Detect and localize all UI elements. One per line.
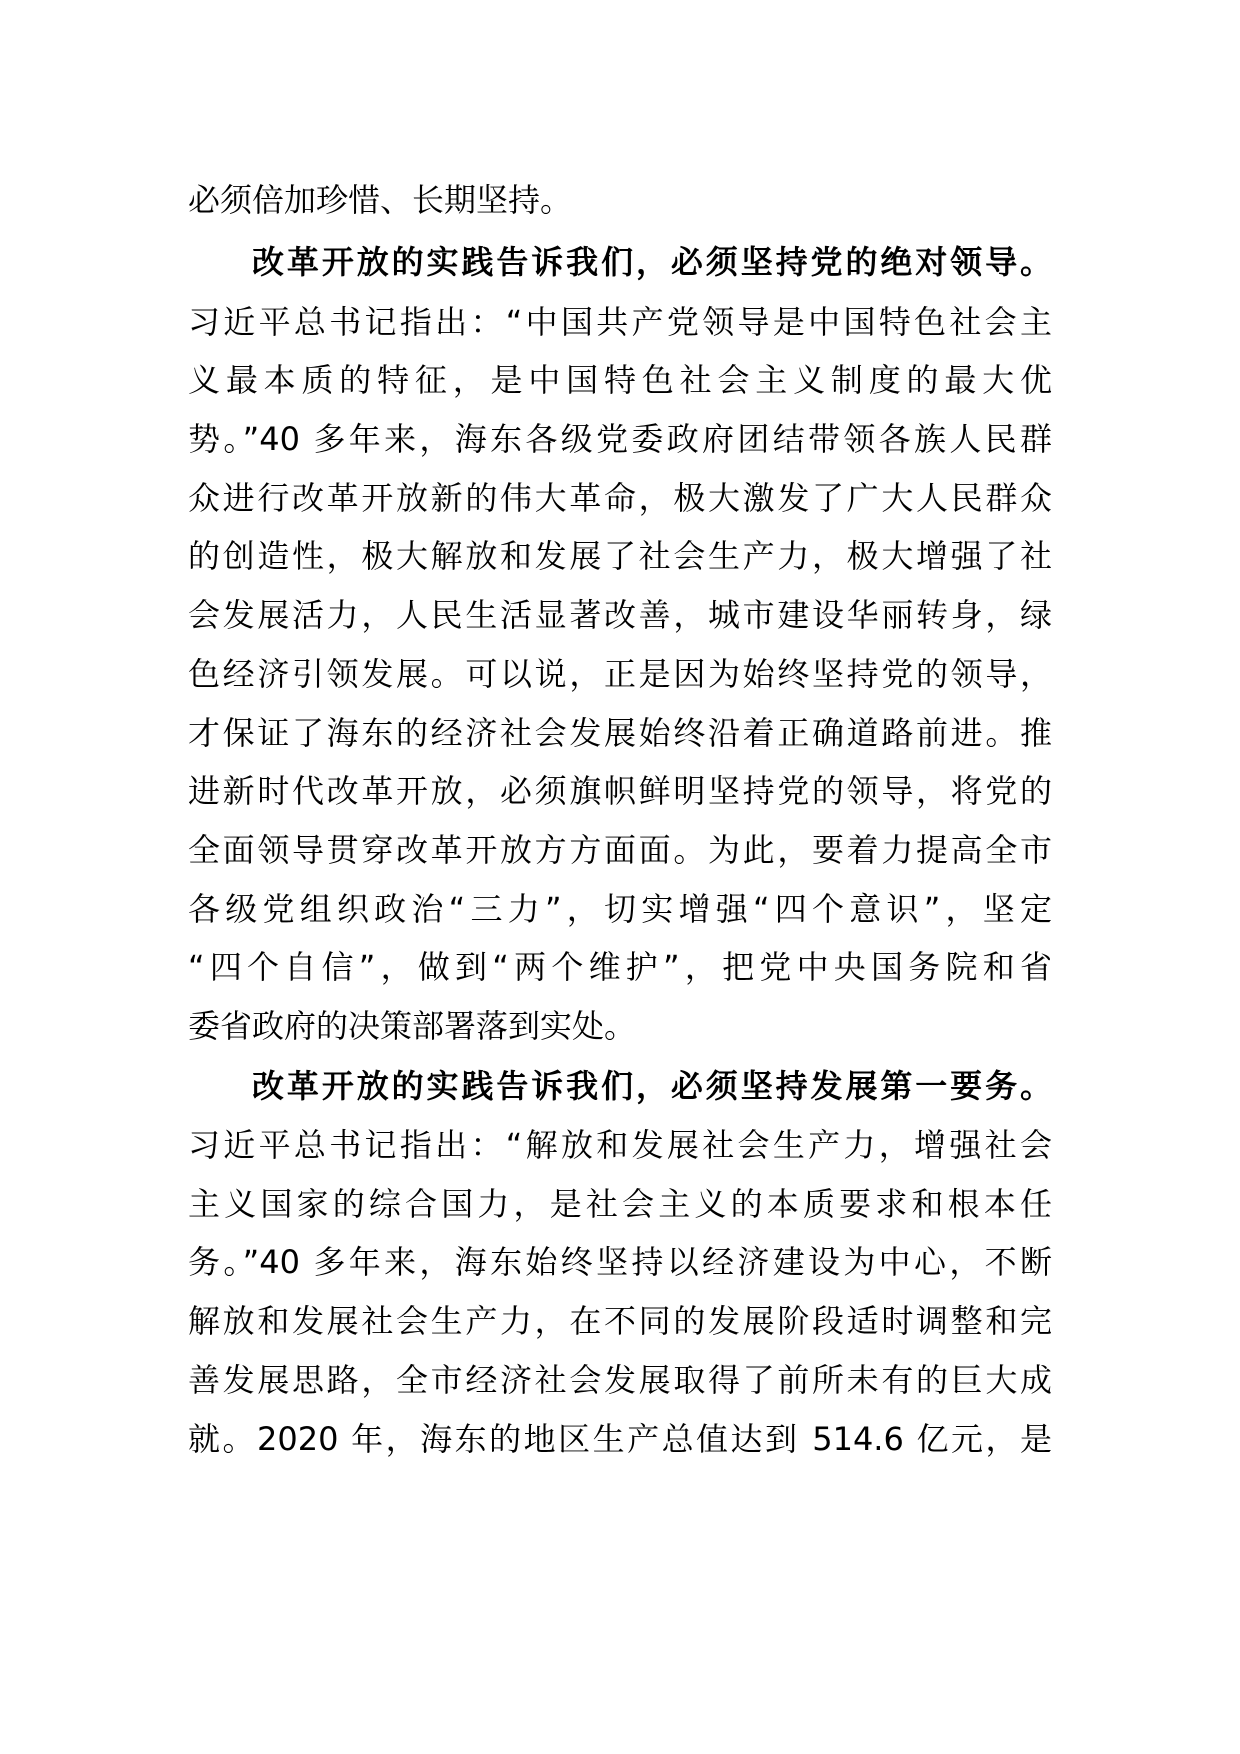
text-line: “四个自信”，做到“两个维护”，把党中央国务院和省 [188, 948, 1052, 986]
text-line: 会发展活力，人民生活显著改善，城市建设华丽转身，绿 [188, 596, 1052, 634]
text-line: 主义国家的综合国力，是社会主义的本质要求和根本任 [188, 1185, 1052, 1223]
heading-line: 改革开放的实践告诉我们，必须坚持发展第一要务。 [252, 1067, 1052, 1105]
text-line: 善发展思路，全市经济社会发展取得了前所未有的巨大成 [188, 1361, 1052, 1399]
text-line: 习近平总书记指出：“解放和发展社会生产力，增强社会 [188, 1126, 1052, 1164]
text-line: 全面领导贯穿改革开放方方面面。为此，要着力提高全市 [188, 831, 1052, 869]
text-line: 众进行改革开放新的伟大革命，极大激发了广大人民群众 [188, 479, 1052, 517]
text-line: 色经济引领发展。可以说，正是因为始终坚持党的领导， [188, 655, 1052, 693]
text-line: 解放和发展社会生产力，在不同的发展阶段适时调整和完 [188, 1302, 1052, 1340]
text-line: 必须倍加珍惜、长期坚持。 [188, 181, 573, 219]
text-line: 就。2020 年，海东的地区生产总值达到 514.6 亿元，是 [188, 1420, 1052, 1458]
heading-line: 改革开放的实践告诉我们，必须坚持党的绝对领导。 [252, 243, 1052, 281]
text-line: 的创造性，极大解放和发展了社会生产力，极大增强了社 [188, 537, 1052, 575]
text-line: 各级党组织政治“三力”，切实增强“四个意识”，坚定 [188, 890, 1052, 928]
text-line: 义最本质的特征，是中国特色社会主义制度的最大优 [188, 361, 1052, 399]
text-line: 务。”40 多年来，海东始终坚持以经济建设为中心，不断 [188, 1243, 1052, 1281]
text-line: 进新时代改革开放，必须旗帜鲜明坚持党的领导，将党的 [188, 772, 1052, 810]
text-line: 势。”40 多年来，海东各级党委政府团结带领各族人民群 [188, 420, 1052, 458]
text-line: 才保证了海东的经济社会发展始终沿着正确道路前进。推 [188, 714, 1052, 752]
text-line: 委省政府的决策部署落到实处。 [188, 1007, 637, 1045]
text-line: 习近平总书记指出：“中国共产党领导是中国特色社会主 [188, 303, 1052, 341]
